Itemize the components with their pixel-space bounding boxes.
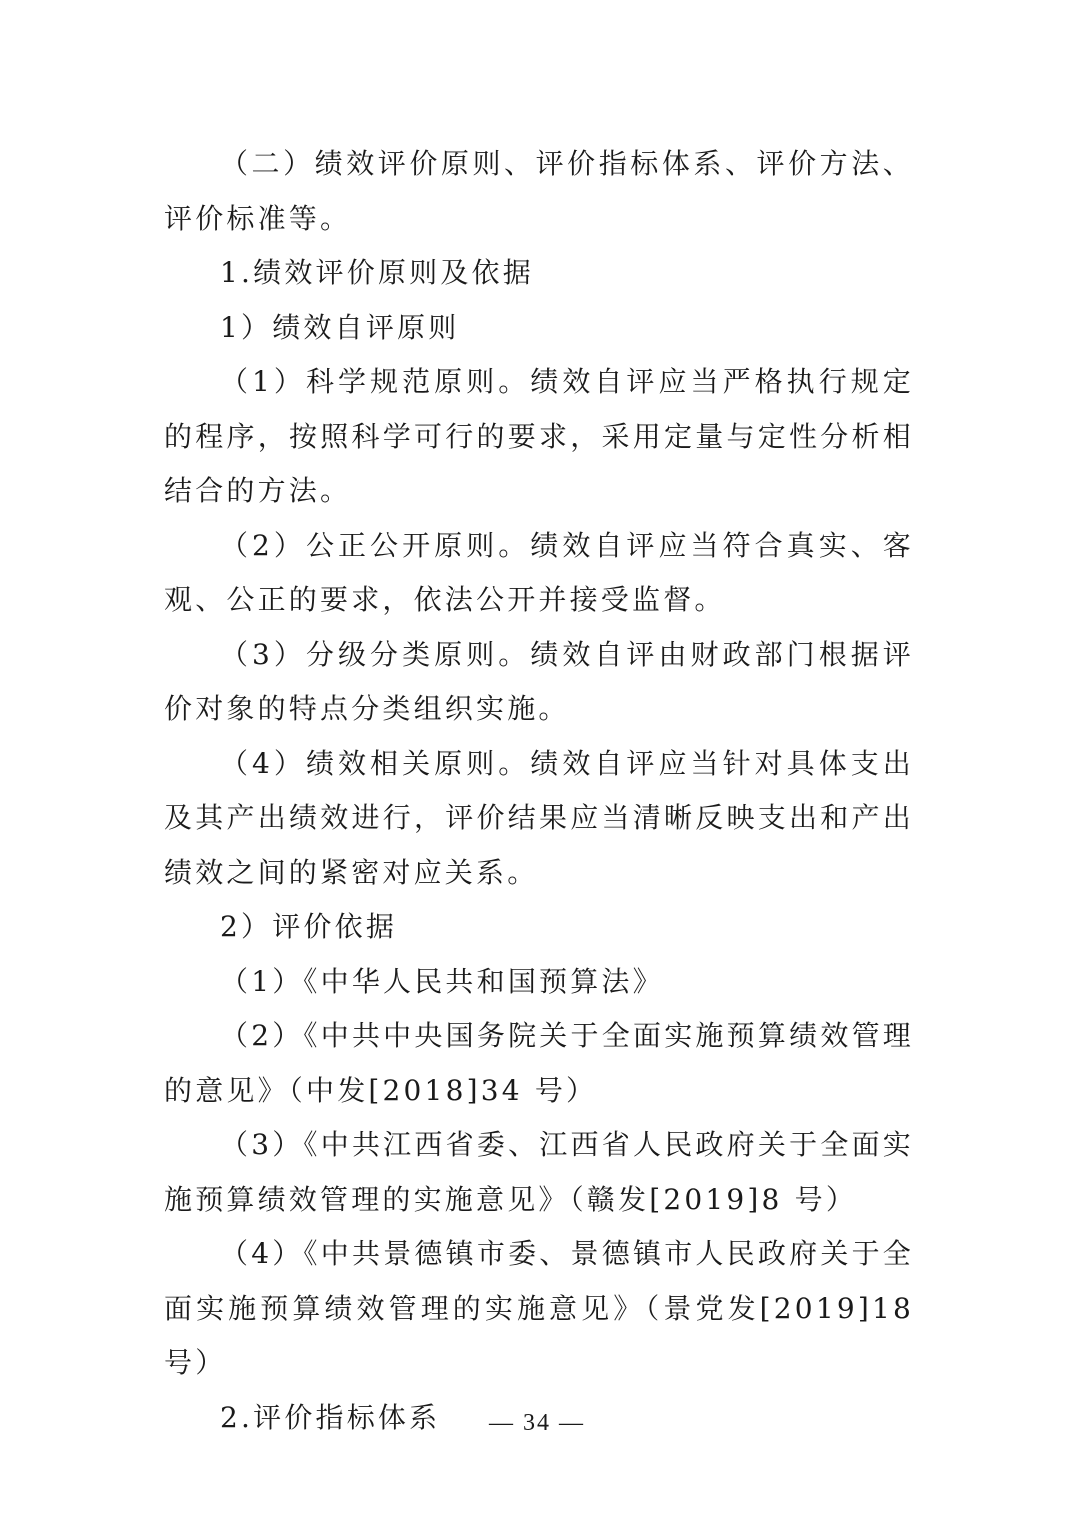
body-paragraph: （2）公正公开原则。绩效自评应当符合真实、客观、公正的要求，依法公开并接受监督。 [164,528,914,616]
document-body [164,137,914,1445]
page-number: — 34 — [489,1410,585,1436]
reference-item: （4）《中共景德镇市委、景德镇市人民政府关于全面实施预算绩效管理的实施意见》（景党发[2019]18 号） [164,1237,914,1379]
subsection-heading: 2.评价指标体系 [220,1400,441,1434]
subsection-heading: 1）绩效自评原则 [220,310,460,344]
reference-item: （2）《中共中央国务院关于全面实施预算绩效管理的意见》（中发[2018]34 号） [164,1019,914,1107]
reference-item: （1）《中华人民共和国预算法》 [220,964,664,998]
reference-item: （3）《中共江西省委、江西省人民政府关于全面实施预算绩效管理的实施意见》（赣发[2019]8 号） [164,1128,914,1216]
subsection-heading: 1.绩效评价原则及依据 [220,256,534,289]
subsection-heading: 2）评价依据 [220,910,398,943]
body-paragraph: （1）科学规范原则。绩效自评应当严格执行规定的程序，按照科学可行的要求，采用定量与定性分析相结合的方法。 [164,365,914,507]
body-paragraph: （4）绩效相关原则。绩效自评应当针对具体支出及其产出绩效进行，评价结果应当清晰反映支出和产出绩效之间的紧密对应关系。 [164,746,914,889]
body-paragraph: （3）分级分类原则。绩效自评由财政部门根据评价对象的特点分类组织实施。 [164,637,914,725]
section-heading: （二）绩效评价原则、评价指标体系、评价方法、评价标准等。 [164,147,914,235]
